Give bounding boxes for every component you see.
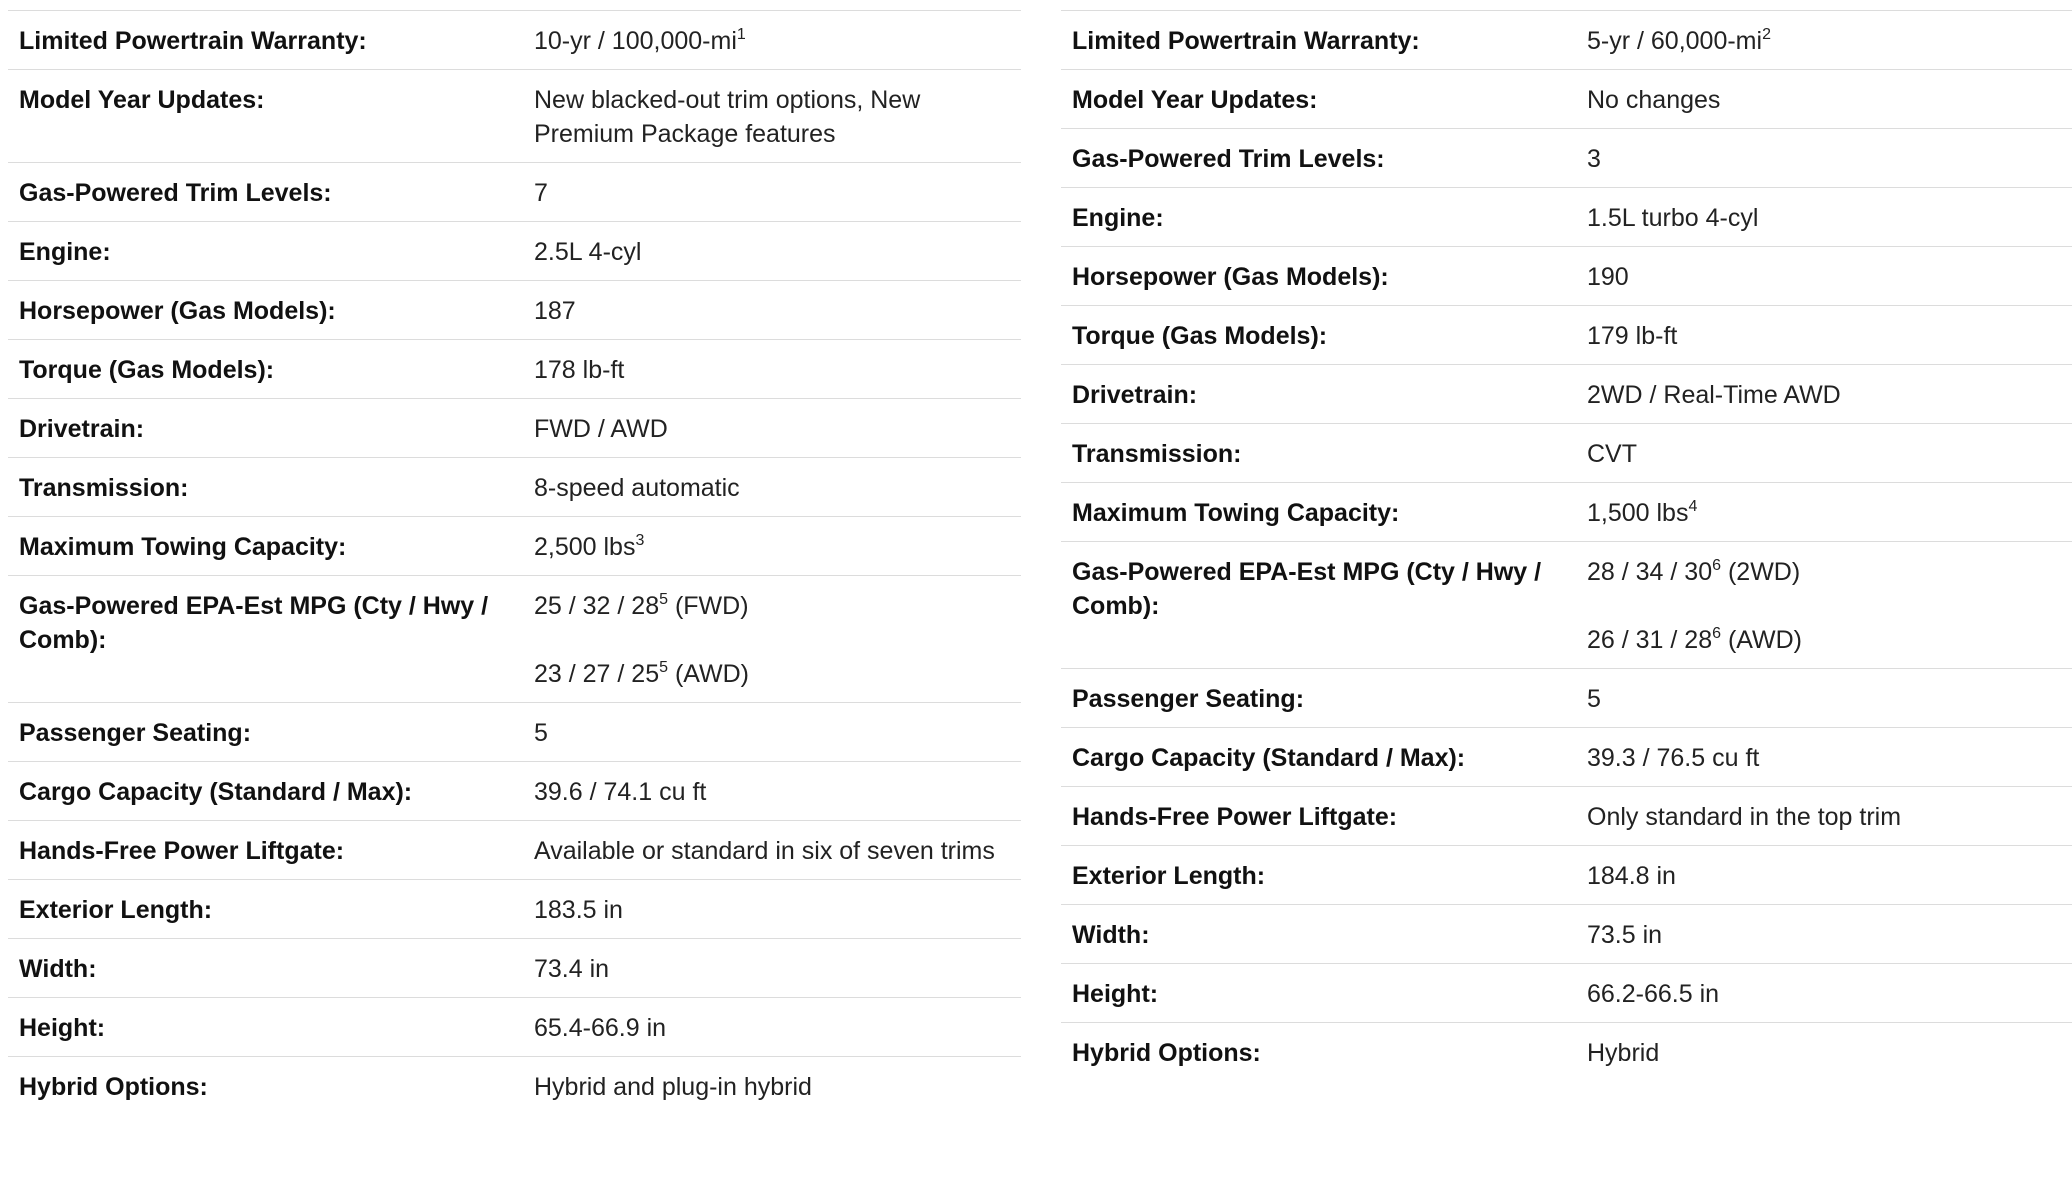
- spec-label: Passenger Seating:: [19, 719, 252, 747]
- spec-row: [8, 281, 1021, 340]
- spec-row: [1061, 70, 2072, 129]
- footnote-marker: 6: [1712, 624, 1722, 642]
- spec-label: Gas-Powered Trim Levels:: [1072, 145, 1385, 173]
- footnote-marker: 4: [1688, 497, 1698, 515]
- spec-value: [1565, 542, 2072, 669]
- spec-row: [1061, 188, 2072, 247]
- spec-label: Horsepower (Gas Models):: [1072, 263, 1389, 291]
- spec-value-text: 184.8 in: [1587, 862, 1676, 890]
- spec-value-text: 65.4-66.9 in: [534, 1014, 667, 1042]
- spec-value: [1565, 905, 2072, 964]
- spec-value: [1565, 70, 2072, 129]
- spec-value: [1565, 11, 2072, 70]
- spec-value-qualifier: (2WD): [1721, 558, 1801, 586]
- spec-value: [512, 222, 1021, 281]
- spec-value-line: [1587, 142, 2063, 176]
- spec-label: Torque (Gas Models):: [19, 356, 275, 384]
- spec-label: Width:: [19, 955, 97, 983]
- spec-label: Limited Powertrain Warranty:: [19, 27, 367, 55]
- spec-label: Hands-Free Power Liftgate:: [19, 837, 345, 865]
- spec-value-text: 26 / 31 / 28: [1587, 626, 1713, 654]
- spec-label: Drivetrain:: [19, 415, 145, 443]
- spec-value-text: 73.4 in: [534, 955, 610, 983]
- spec-value-text: 39.3 / 76.5 cu ft: [1587, 744, 1760, 772]
- spec-label: Cargo Capacity (Standard / Max):: [1072, 744, 1466, 772]
- spec-value: [1565, 129, 2072, 188]
- spec-value-line: [1587, 741, 2063, 775]
- spec-value-text: 1.5L turbo 4-cyl: [1587, 204, 1759, 232]
- spec-row: [1061, 11, 2072, 70]
- spec-row: [8, 703, 1021, 762]
- spec-row: [8, 998, 1021, 1057]
- spec-value: [512, 1057, 1021, 1116]
- spec-value-line: [534, 657, 1010, 691]
- spec-label: Maximum Towing Capacity:: [19, 533, 347, 561]
- spec-value-line: [534, 1070, 1010, 1104]
- footnote-marker: 6: [1712, 556, 1722, 574]
- spec-value: [1565, 365, 2072, 424]
- spec-value-line: [1587, 496, 2063, 530]
- spec-value-line: [534, 294, 1010, 328]
- spec-value-line: [1587, 201, 2063, 235]
- spec-value-line: [1587, 800, 2063, 834]
- spec-value-text: 2WD / Real-Time AWD: [1587, 381, 1841, 409]
- spec-label: Exterior Length:: [1072, 862, 1266, 890]
- spec-value-text: 2.5L 4-cyl: [534, 238, 642, 266]
- spec-value-line: [534, 530, 1010, 564]
- spec-row: [1061, 728, 2072, 787]
- spec-label: Cargo Capacity (Standard / Max):: [19, 778, 413, 806]
- footnote-marker: 1: [736, 25, 746, 43]
- spec-value-line: [1587, 623, 2063, 657]
- spec-value-line: [1587, 555, 2063, 589]
- spec-value-qualifier: (AWD): [668, 660, 750, 688]
- spec-value-line: [534, 471, 1010, 505]
- spec-label: Exterior Length:: [19, 896, 213, 924]
- spec-value-line: [1587, 260, 2063, 294]
- spec-value-line: [1587, 977, 2063, 1011]
- spec-label: Hybrid Options:: [19, 1073, 208, 1101]
- spec-label: Height:: [1072, 980, 1159, 1008]
- spec-label: Width:: [1072, 921, 1150, 949]
- spec-row: [8, 821, 1021, 880]
- spec-row: [1061, 669, 2072, 728]
- spec-value: [512, 762, 1021, 821]
- spec-value-text: 66.2-66.5 in: [1587, 980, 1720, 1008]
- spec-value-text: 5-yr / 60,000-mi: [1587, 27, 1763, 55]
- spec-label: Passenger Seating:: [1072, 685, 1305, 713]
- spec-value-text: 73.5 in: [1587, 921, 1663, 949]
- spec-value-line: [534, 176, 1010, 210]
- spec-label: Transmission:: [19, 474, 189, 502]
- spec-value-text: 25 / 32 / 28: [534, 592, 660, 620]
- spec-table-left: [8, 10, 1021, 1116]
- spec-label: Model Year Updates:: [19, 86, 265, 114]
- spec-value: [1565, 964, 2072, 1023]
- spec-row: [8, 340, 1021, 399]
- footnote-marker: 2: [1762, 25, 1771, 43]
- spec-value: [1565, 247, 2072, 306]
- spec-value: [512, 576, 1021, 703]
- spec-label: Torque (Gas Models):: [1072, 322, 1328, 350]
- spec-value-text: 10-yr / 100,000-mi: [534, 27, 737, 55]
- spec-row: [8, 70, 1021, 163]
- spec-row: [8, 399, 1021, 458]
- spec-value-line: [1587, 1036, 2063, 1070]
- spec-value-text: 5: [1587, 685, 1601, 713]
- spec-value-qualifier: (FWD): [668, 592, 749, 620]
- spec-value-line: [534, 1011, 1010, 1045]
- spec-value-line: [534, 893, 1010, 927]
- spec-value-line: [1587, 24, 2063, 58]
- spec-value-text: Available or standard in six of seven trims: [534, 837, 995, 865]
- spec-value-text: 7: [534, 179, 548, 207]
- spec-value: [1565, 188, 2072, 247]
- spec-value-text: 23 / 27 / 25: [534, 660, 660, 688]
- spec-value-text: 8-speed automatic: [534, 474, 740, 502]
- spec-value-line: [534, 353, 1010, 387]
- spec-value: [1565, 306, 2072, 365]
- spec-value-text: 2,500 lbs: [534, 533, 636, 561]
- spec-row: [1061, 542, 2072, 669]
- spec-row: [1061, 247, 2072, 306]
- spec-value-text: 183.5 in: [534, 896, 623, 924]
- spec-value: [512, 340, 1021, 399]
- spec-label: Limited Powertrain Warranty:: [1072, 27, 1420, 55]
- spec-value: [512, 70, 1021, 163]
- spec-row: [8, 458, 1021, 517]
- spec-value-line: [534, 716, 1010, 750]
- spec-value: [512, 998, 1021, 1057]
- spec-row: [8, 880, 1021, 939]
- spec-value-line: [1587, 682, 2063, 716]
- spec-value: [512, 11, 1021, 70]
- spec-value-text: 187: [534, 297, 576, 325]
- spec-value-line: [534, 235, 1010, 269]
- spec-row: [1061, 483, 2072, 542]
- spec-value: [512, 163, 1021, 222]
- spec-value: [1565, 669, 2072, 728]
- spec-label: Drivetrain:: [1072, 381, 1198, 409]
- spec-value: [512, 399, 1021, 458]
- spec-label: Engine:: [1072, 204, 1164, 232]
- footnote-marker: 5: [659, 658, 669, 676]
- spec-value-text: Hybrid: [1587, 1039, 1660, 1067]
- spec-value-qualifier: (AWD): [1721, 626, 1803, 654]
- spec-row: [8, 939, 1021, 998]
- spec-value-text: New blacked-out trim options, New Premium Package features: [534, 86, 921, 148]
- spec-table-right: [1061, 10, 2072, 1082]
- spec-value: [1565, 728, 2072, 787]
- spec-label: Horsepower (Gas Models):: [19, 297, 336, 325]
- spec-row: [8, 762, 1021, 821]
- spec-value-text: No changes: [1587, 86, 1721, 114]
- spec-value-line: [534, 83, 1010, 151]
- spec-value-line: [534, 952, 1010, 986]
- spec-value: [1565, 424, 2072, 483]
- spec-value-text: FWD / AWD: [534, 415, 668, 443]
- spec-value: [1565, 787, 2072, 846]
- spec-label: Maximum Towing Capacity:: [1072, 499, 1400, 527]
- spec-value-text: 28 / 34 / 30: [1587, 558, 1713, 586]
- spec-value-text: Only standard in the top trim: [1587, 803, 1902, 831]
- spec-value: [512, 281, 1021, 340]
- spec-value-text: 39.6 / 74.1 cu ft: [534, 778, 707, 806]
- spec-row: [1061, 424, 2072, 483]
- spec-value: [512, 939, 1021, 998]
- spec-value-text: Hybrid and plug-in hybrid: [534, 1073, 812, 1101]
- spec-row: [8, 11, 1021, 70]
- spec-value: [512, 880, 1021, 939]
- spec-label: Engine:: [19, 238, 111, 266]
- spec-value-line: [1587, 83, 2063, 117]
- spec-row: [8, 517, 1021, 576]
- spec-value-line: [534, 775, 1010, 809]
- spec-row: [8, 1057, 1021, 1116]
- spec-label: Gas-Powered EPA-Est MPG (Cty / Hwy / Comb):: [1072, 558, 1542, 620]
- spec-value: [1565, 846, 2072, 905]
- spec-value-text: 1,500 lbs: [1587, 499, 1689, 527]
- spec-value-line: [1587, 437, 2063, 471]
- spec-row: [8, 163, 1021, 222]
- spec-value-line: [534, 412, 1010, 446]
- spec-label: Gas-Powered Trim Levels:: [19, 179, 332, 207]
- spec-value-text: 5: [534, 719, 548, 747]
- spec-label: Height:: [19, 1014, 106, 1042]
- spec-row: [1061, 905, 2072, 964]
- spec-row: [1061, 1023, 2072, 1082]
- spec-label: Model Year Updates:: [1072, 86, 1318, 114]
- footnote-marker: 3: [635, 531, 645, 549]
- spec-value-line: [534, 589, 1010, 623]
- spec-value-text: 178 lb-ft: [534, 356, 625, 384]
- spec-value-line: [1587, 378, 2063, 412]
- spec-value-text: CVT: [1587, 440, 1637, 468]
- spec-value-text: 190: [1587, 263, 1629, 291]
- spec-row: [1061, 365, 2072, 424]
- spec-value: [512, 458, 1021, 517]
- spec-value: [1565, 483, 2072, 542]
- spec-value-line: [1587, 319, 2063, 353]
- footnote-marker: 5: [659, 590, 669, 608]
- spec-label: Hybrid Options:: [1072, 1039, 1261, 1067]
- spec-value-line: [534, 24, 1010, 58]
- spec-label: Transmission:: [1072, 440, 1242, 468]
- spec-row: [1061, 787, 2072, 846]
- spec-row: [1061, 846, 2072, 905]
- spec-value-line: [534, 834, 1010, 868]
- spec-value: [1565, 1023, 2072, 1082]
- spec-value-line: [1587, 859, 2063, 893]
- spec-row: [1061, 129, 2072, 188]
- spec-label: Gas-Powered EPA-Est MPG (Cty / Hwy / Comb):: [19, 592, 489, 654]
- spec-value-text: 3: [1587, 145, 1601, 173]
- spec-value-line: [1587, 918, 2063, 952]
- spec-value: [512, 821, 1021, 880]
- spec-row: [1061, 306, 2072, 365]
- spec-value-text: 179 lb-ft: [1587, 322, 1678, 350]
- spec-value: [512, 703, 1021, 762]
- spec-row: [1061, 964, 2072, 1023]
- spec-label: Hands-Free Power Liftgate:: [1072, 803, 1398, 831]
- spec-row: [8, 222, 1021, 281]
- spec-value: [512, 517, 1021, 576]
- spec-row: [8, 576, 1021, 703]
